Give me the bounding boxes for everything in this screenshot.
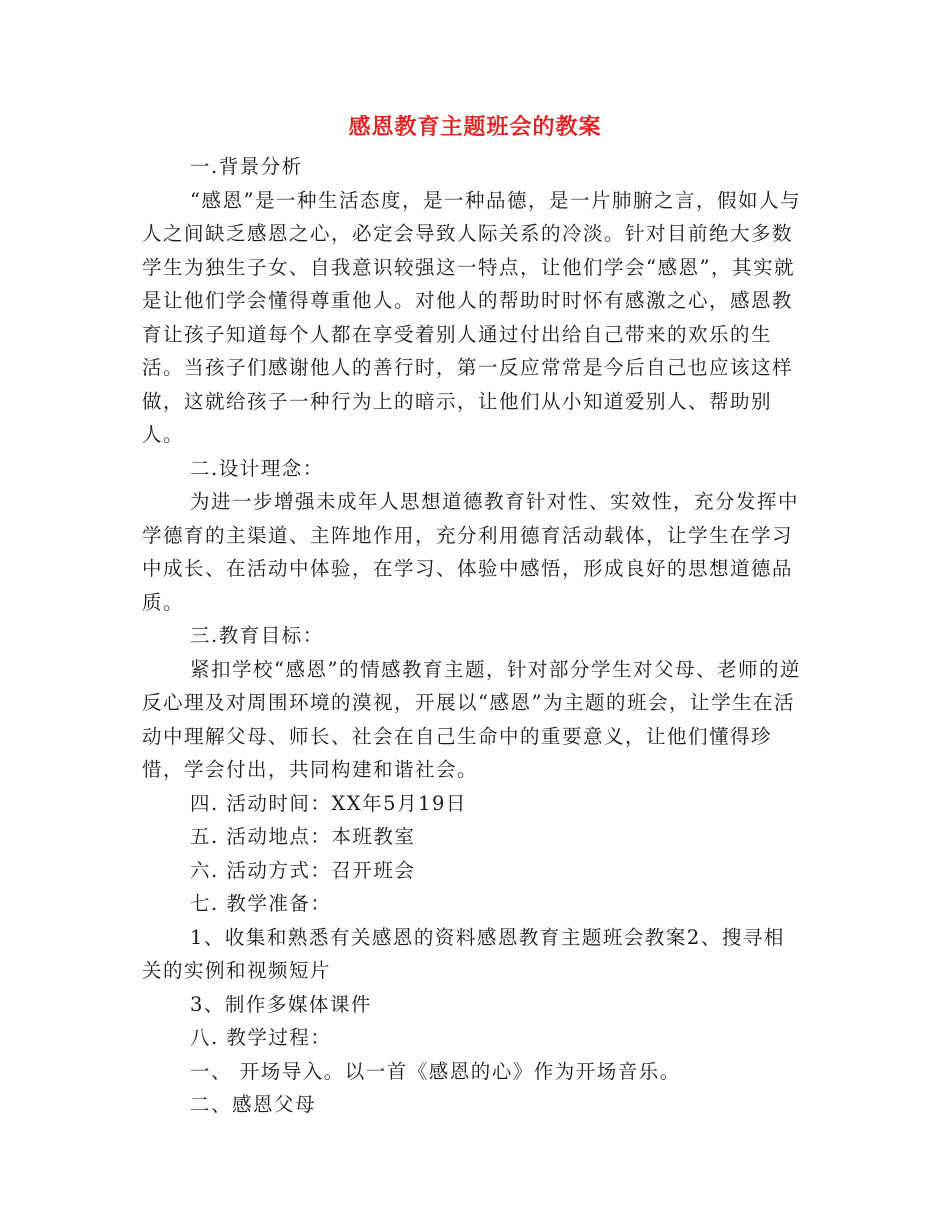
list-item-parents: 二、感恩父母 — [190, 1093, 317, 1116]
list-item-multimedia: 3、制作多媒体课件 — [190, 992, 372, 1016]
document-body — [142, 150, 802, 1122]
paragraph-background: “感恩”是一种生活态度，是一种品德，是一片肺腑之言，假如人与人之间缺乏感恩之心，必定会导致人际关系的冷淡。针对目前绝大多数学生为独生子女、自我意识较强这一特点，让他们学会“感恩”，其实就是让他们学会懂得尊重他人。对他人的帮助时时怀有感激之心，感恩教育让孩子知道每个人都在享受着别人通过付出给自己带来的欢乐的生活。当孩子们感谢他人的善行时，第一反应常常是今后自己也应该这样做，这就给孩子一种行为上的暗示，让他们从小知道爱别人、帮助别人。 — [142, 188, 801, 446]
paragraph-design: 为进一步增强未成年人思想道德教育针对性、实效性，充分发挥中学德育的主渠道、主阵地作用，充分利用德育活动载体，让学生在学习中成长、在活动中体验，在学习、体验中感悟，形成良好的思想道德品质。 — [142, 490, 800, 614]
section-heading-method: 六. 活动方式：召开班会 — [190, 858, 416, 882]
section-heading-time: 四. 活动时间：XX年5月19日 — [190, 791, 467, 815]
paragraph-goals: 紧扣学校“感恩”的情感教育主题，针对部分学生对父母、老师的逆反心理及对周围环境的漠视，开展以“感恩”为主题的班会，让学生在活动中理解父母、师长、社会在自己生命中的重要意义，让他们懂得珍惜，学会付出，共同构建和谐社会。 — [142, 657, 801, 781]
section-heading-goals: 三.教育目标： — [190, 624, 324, 647]
section-heading-location: 五. 活动地点：本班教室 — [190, 825, 416, 848]
paragraph-preparation: 1、收集和熟悉有关感恩的资料感恩教育主题班会教案2、搜寻相关的实例和视频短片 — [142, 925, 785, 982]
document-title: 感恩教育主题班会的教案 — [348, 114, 602, 140]
section-heading-design: 二.设计理念： — [190, 456, 324, 480]
list-item-opening: 一、 开场导入。以一首《感恩的心》作为开场音乐。 — [190, 1059, 681, 1083]
section-heading-process: 八. 教学过程： — [190, 1026, 332, 1049]
section-heading-background: 一.背景分析 — [190, 155, 303, 178]
section-heading-preparation: 七. 教学准备： — [190, 892, 332, 915]
